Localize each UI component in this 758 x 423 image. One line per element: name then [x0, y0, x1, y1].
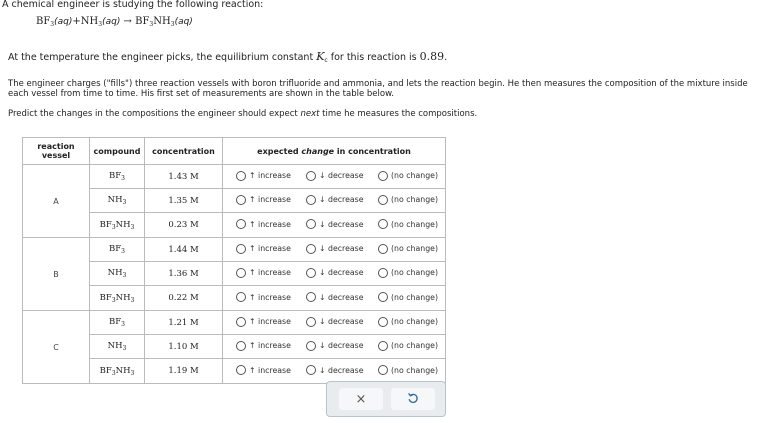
compound-bf3: $BF_3$	[90, 238, 145, 262]
concentration-value: 0.22 M	[145, 286, 223, 311]
concentration-value: 1.19 M	[145, 359, 223, 384]
radio-button[interactable]	[236, 195, 246, 205]
no-change-option[interactable]: (no change)	[378, 292, 438, 302]
compound-nh3: $NH_3$	[90, 335, 145, 359]
compound-bf3-nh3: $BF_3NH_3$	[90, 213, 145, 238]
increase-option[interactable]: ↑ increase	[236, 219, 300, 229]
radio-button[interactable]	[306, 341, 316, 351]
action-bar	[326, 381, 446, 417]
decrease-option[interactable]: ↓ decrease	[306, 341, 372, 351]
composition-table	[22, 137, 446, 384]
decrease-option[interactable]: ↓ decrease	[306, 195, 372, 205]
radio-button[interactable]	[306, 219, 316, 229]
concentration-value: 0.23 M	[145, 213, 223, 238]
header-vessel: reaction vessel	[23, 138, 90, 165]
radio-button[interactable]	[378, 317, 388, 327]
decrease-option[interactable]: ↓ decrease	[306, 292, 372, 302]
radio-button[interactable]	[378, 219, 388, 229]
increase-option[interactable]: ↑ increase	[236, 292, 300, 302]
concentration-value: 1.44 M	[145, 238, 223, 262]
radio-button[interactable]	[306, 171, 316, 181]
increase-option[interactable]: ↑ increase	[236, 171, 300, 181]
compound-nh3: $NH_3$	[90, 262, 145, 286]
decrease-option[interactable]: ↓ decrease	[306, 244, 372, 254]
problem-paragraph: The engineer charges ("fills") three reaction vessels with boron trifluoride and ammonia, and lets the reaction begin. He then measures the composition of the mixture inside each vessel from time to time. His first set of measurements are shown in the table below.	[8, 79, 748, 99]
no-change-option[interactable]: (no change)	[378, 341, 438, 351]
change-options	[223, 311, 446, 335]
concentration-value: 1.35 M	[145, 189, 223, 213]
equilibrium-constant-text: At the temperature the engineer picks, the equilibrium constant $K_c$ for this reaction is 0.89.	[8, 50, 448, 64]
compound-bf3-nh3: $BF_3NH_3$	[90, 286, 145, 311]
increase-option[interactable]: ↑ increase	[236, 365, 300, 375]
radio-button[interactable]	[236, 219, 246, 229]
vessel-label: C	[23, 311, 90, 384]
increase-option[interactable]: ↑ increase	[236, 317, 300, 327]
radio-button[interactable]	[378, 341, 388, 351]
change-options	[223, 359, 446, 384]
change-options	[223, 165, 446, 189]
no-change-option[interactable]: (no change)	[378, 268, 438, 278]
no-change-option[interactable]: (no change)	[378, 195, 438, 205]
radio-button[interactable]	[236, 365, 246, 375]
change-options	[223, 262, 446, 286]
vessel-label: A	[23, 165, 90, 238]
increase-option[interactable]: ↑ increase	[236, 341, 300, 351]
no-change-option[interactable]: (no change)	[378, 244, 438, 254]
change-options	[223, 238, 446, 262]
radio-button[interactable]	[306, 195, 316, 205]
radio-button[interactable]	[378, 292, 388, 302]
radio-button[interactable]	[306, 365, 316, 375]
concentration-value: 1.21 M	[145, 311, 223, 335]
radio-button[interactable]	[236, 244, 246, 254]
radio-button[interactable]	[236, 171, 246, 181]
decrease-option[interactable]: ↓ decrease	[306, 317, 372, 327]
radio-button[interactable]	[378, 365, 388, 375]
radio-button[interactable]	[306, 268, 316, 278]
radio-button[interactable]	[378, 195, 388, 205]
radio-button[interactable]	[236, 317, 246, 327]
instruction-text: Predict the changes in the compositions the engineer should expect next time he measures the compositions.	[8, 109, 478, 119]
decrease-option[interactable]: ↓ decrease	[306, 219, 372, 229]
concentration-value: 1.10 M	[145, 335, 223, 359]
table-row	[23, 238, 446, 262]
intro-text: A chemical engineer is studying the following reaction:	[2, 0, 264, 10]
change-options	[223, 189, 446, 213]
compound-nh3: $NH_3$	[90, 189, 145, 213]
no-change-option[interactable]: (no change)	[378, 317, 438, 327]
clear-button[interactable]: ×	[339, 388, 383, 410]
no-change-option[interactable]: (no change)	[378, 171, 438, 181]
decrease-option[interactable]: ↓ decrease	[306, 365, 372, 375]
decrease-option[interactable]: ↓ decrease	[306, 171, 372, 181]
compound-bf3: $BF_3$	[90, 311, 145, 335]
vessel-label: B	[23, 238, 90, 311]
change-options	[223, 213, 446, 238]
radio-button[interactable]	[378, 171, 388, 181]
compound-bf3: $BF_3$	[90, 165, 145, 189]
radio-button[interactable]	[236, 268, 246, 278]
undo-icon	[407, 392, 419, 407]
header-expected-change: expected change in concentration	[223, 138, 446, 165]
radio-button[interactable]	[306, 244, 316, 254]
header-compound: compound	[90, 138, 145, 165]
radio-button[interactable]	[236, 341, 246, 351]
increase-option[interactable]: ↑ increase	[236, 268, 300, 278]
change-options	[223, 286, 446, 311]
radio-button[interactable]	[378, 244, 388, 254]
no-change-option[interactable]: (no change)	[378, 365, 438, 375]
radio-button[interactable]	[306, 292, 316, 302]
reaction-equation: $BF_3(aq)+NH_3(aq) \to BF_3NH_3(aq)$	[36, 16, 193, 28]
no-change-option[interactable]: (no change)	[378, 219, 438, 229]
increase-option[interactable]: ↑ increase	[236, 244, 300, 254]
decrease-option[interactable]: ↓ decrease	[306, 268, 372, 278]
radio-button[interactable]	[236, 292, 246, 302]
increase-option[interactable]: ↑ increase	[236, 195, 300, 205]
table-row	[23, 311, 446, 335]
compound-bf3-nh3: $BF_3NH_3$	[90, 359, 145, 384]
concentration-value: 1.36 M	[145, 262, 223, 286]
undo-button[interactable]	[391, 388, 435, 410]
header-concentration: concentration	[145, 138, 223, 165]
table-row	[23, 165, 446, 189]
concentration-value: 1.43 M	[145, 165, 223, 189]
radio-button[interactable]	[378, 268, 388, 278]
change-options	[223, 335, 446, 359]
radio-button[interactable]	[306, 317, 316, 327]
